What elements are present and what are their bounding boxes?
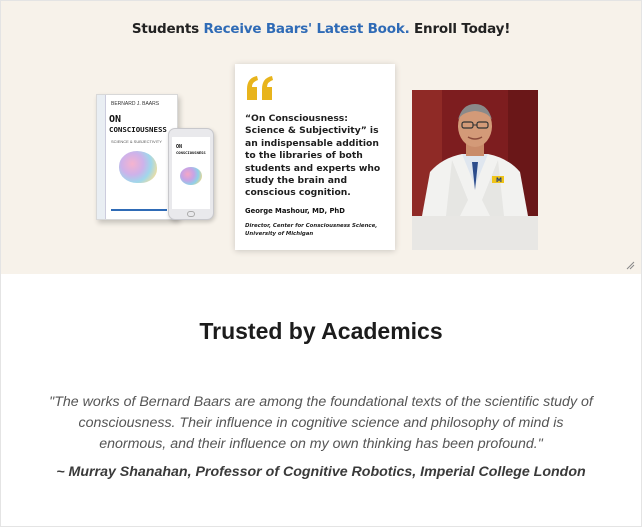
book-title-line1: ON — [109, 114, 122, 125]
person-photo-illustration — [412, 90, 538, 216]
book-subtitle: SCIENCE & SUBJECTIVITY — [111, 139, 162, 144]
phone-mockup-image — [168, 128, 214, 220]
headline-highlight: Receive Baars' Latest Book. — [203, 21, 410, 37]
headline-prefix: Students — [131, 21, 204, 37]
headline-suffix: Enroll Today! — [409, 21, 511, 37]
book-title-line2: CONSCIOUSNESS — [109, 125, 167, 134]
quote-card-role: Director, Center for Consciousness Science, University of Michigan — [245, 223, 378, 237]
author-photo — [412, 90, 538, 216]
phone-brain-illustration — [180, 167, 202, 185]
quote-card — [235, 64, 395, 250]
promo-headline — [0, 21, 642, 37]
book-title — [109, 115, 175, 135]
book-spine — [97, 95, 106, 219]
trusted-heading: Trusted by Academics — [199, 318, 443, 344]
quote-card-text: “On Consciousness: Science & Subjectivity” is an indispensable addition to the libraries of both students and experts who study the brain and conscious cognition. — [245, 113, 381, 199]
book-cover-image — [96, 94, 178, 220]
brain-illustration — [119, 151, 157, 183]
photo-caption-area — [412, 216, 538, 250]
testimonial-attribution: ~ Murray Shanahan, Professor of Cognitive Robotics, Imperial College London — [56, 464, 586, 480]
phone-title-line1: ON — [176, 144, 183, 150]
book-footer-rule — [111, 209, 167, 211]
phone-home-button — [187, 211, 195, 217]
phone-screen — [172, 137, 210, 209]
phone-title-line2: CONSCIOUSNESS — [176, 150, 206, 155]
phone-book-title — [176, 145, 210, 155]
book-author: BERNARD J. BAARS — [111, 101, 160, 107]
quote-card-author: George Mashour, MD, PhD — [245, 207, 345, 215]
svg-text:M: M — [496, 177, 502, 184]
resize-grip-icon[interactable] — [626, 261, 635, 270]
testimonial-quote: "The works of Bernard Baars are among the foundational texts of the scientific study of consciousness. Their influence in cognitive science and philosophy of mind is enormous, and their influence on my own thinking has been profound." — [49, 394, 593, 452]
quote-icon — [245, 74, 275, 102]
